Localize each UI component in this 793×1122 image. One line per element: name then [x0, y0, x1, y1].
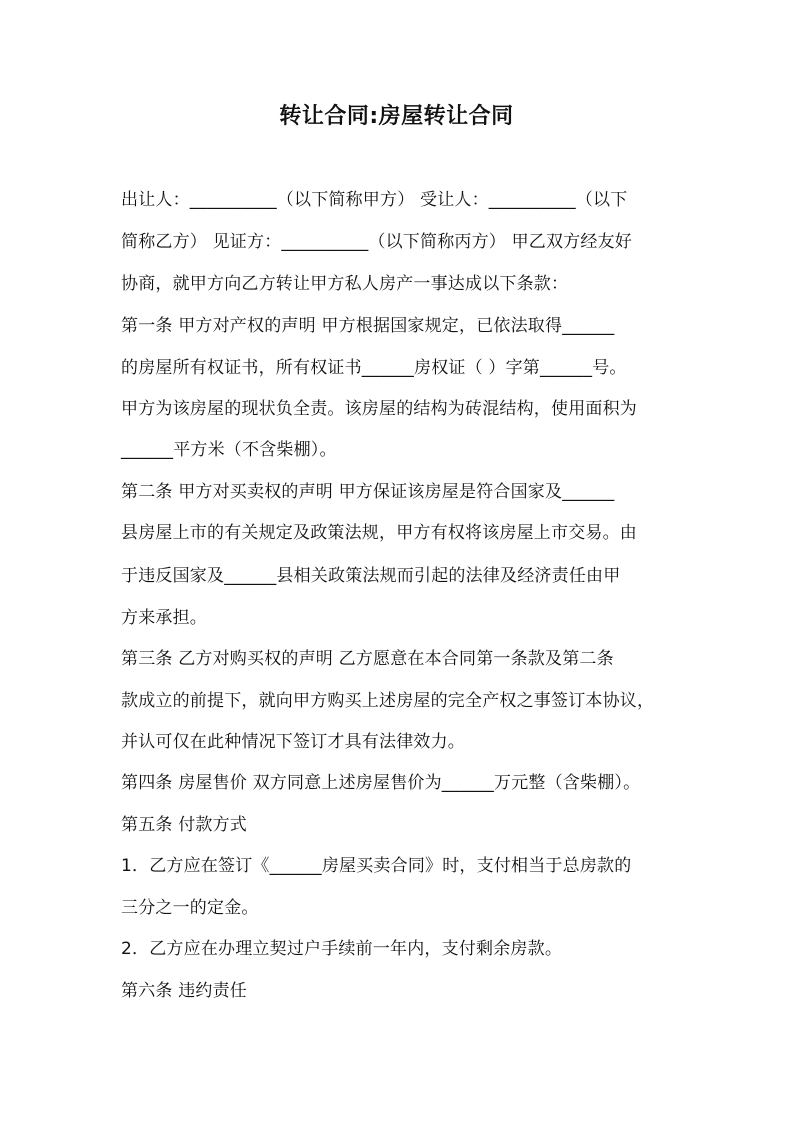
- paragraph-line: 方来承担。: [121, 608, 207, 628]
- paragraph-line: 县房屋上市的有关规定及政策法规，甲方有权将该房屋上市交易。由: [121, 523, 637, 543]
- paragraph-line: 于违反国家及______县相关政策法规而引起的法律及经济责任由甲: [121, 566, 621, 586]
- paragraph-line: ______平方米（不含柴棚）。: [121, 440, 337, 460]
- payment-item-2: 2．乙方应在办理立契过户手续前一年内，支付剩余房款。: [121, 939, 563, 959]
- paragraph-line: 的房屋所有权证书，所有权证书______房权证（ ）字第______号。: [121, 358, 627, 378]
- paragraph-line: 甲方为该房屋的现状负全责。该房屋的结构为砖混结构，使用面积为: [121, 399, 637, 419]
- paragraph-line: 三分之一的定金。: [121, 898, 259, 918]
- clause-2-line: 第二条 甲方对买卖权的声明 甲方保证该房屋是符合国家及______: [121, 482, 615, 502]
- clause-4-line: 第四条 房屋售价 双方同意上述房屋售价为______万元整（含柴棚）。: [121, 773, 641, 793]
- paragraph-line: 简称乙方） 见证方：__________（以下简称丙方） 甲乙双方经友好: [121, 232, 633, 252]
- paragraph-line: 款成立的前提下，就向甲方购买上述房屋的完全产权之事签订本协议，: [121, 691, 655, 711]
- clause-1-line: 第一条 甲方对产权的声明 甲方根据国家规定，已依法取得______: [121, 316, 615, 336]
- paragraph-line: 并认可仅在此种情况下签订才具有法律效力。: [121, 732, 465, 752]
- clause-6-heading: 第六条 违约责任: [121, 981, 248, 1001]
- paragraph-line: 出让人：__________（以下简称甲方） 受让人：__________（以下: [121, 190, 628, 210]
- paragraph-line: 协商，就甲方向乙方转让甲方私人房产一事达成以下条款：: [121, 274, 569, 294]
- document-title: 转让合同:房屋转让合同: [279, 104, 514, 129]
- clause-5-heading: 第五条 付款方式: [121, 815, 248, 835]
- clause-3-line: 第三条 乙方对购买权的声明 乙方愿意在本合同第一条款及第二条: [121, 649, 614, 669]
- payment-item-1: 1．乙方应在签订《______房屋买卖合同》时，支付相当于总房款的: [121, 856, 632, 876]
